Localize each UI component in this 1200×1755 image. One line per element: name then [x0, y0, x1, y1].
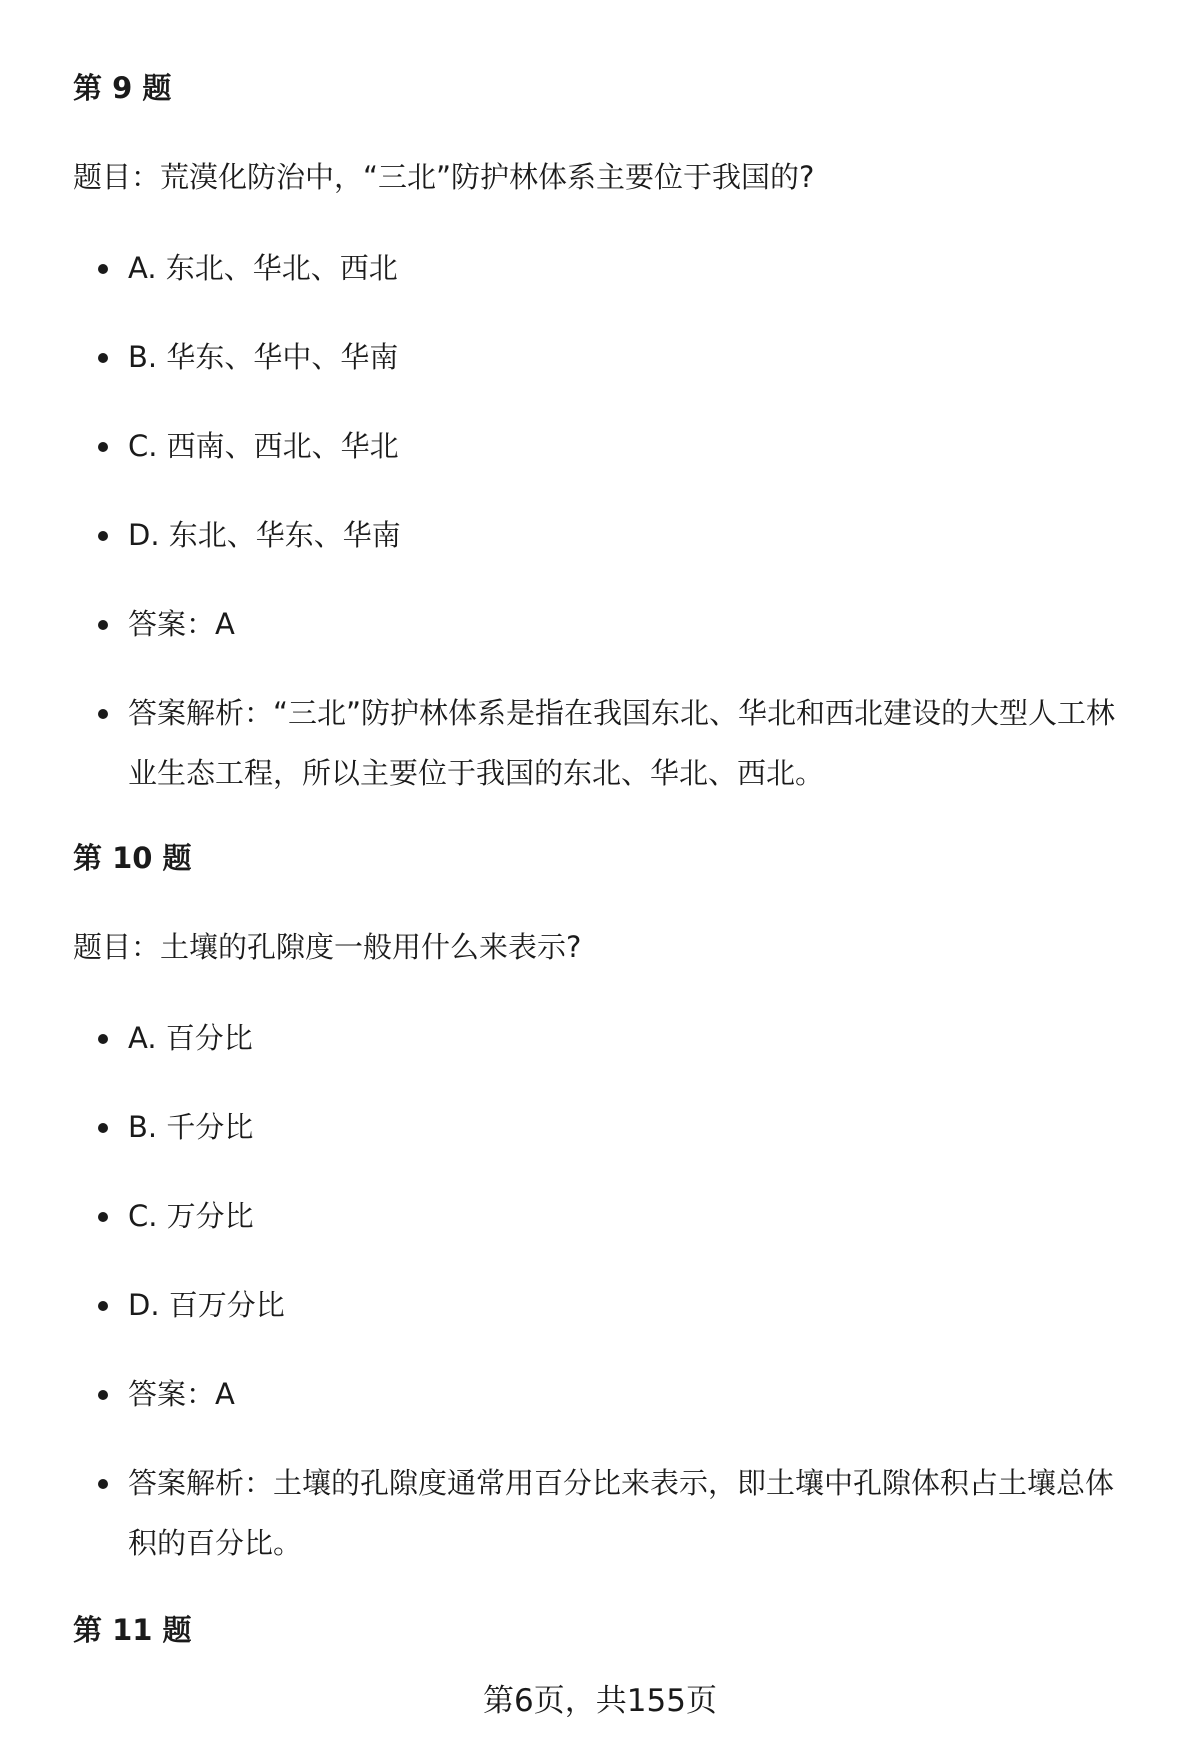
bullet-icon [98, 1212, 108, 1222]
question-9-option-a [128, 238, 1138, 298]
question-10-stem: 题目：土壤的孔隙度一般用什么来表示? [73, 930, 582, 964]
answer-text: 答案：A [128, 1377, 235, 1411]
bullet-icon [98, 1390, 108, 1400]
question-10-answer [128, 1364, 1138, 1424]
bullet-icon [98, 442, 108, 452]
explanation-text: 答案解析：“三北”防护林体系是指在我国东北、华北和西北建设的大型人工林业生态工程，所以主要位于我国的东北、华北、西北。 [128, 696, 1116, 790]
bullet-icon [98, 1034, 108, 1044]
question-10-option-d [128, 1275, 1138, 1335]
bullet-icon [98, 1479, 108, 1489]
question-9-stem: 题目：荒漠化防治中，“三北”防护林体系主要位于我国的? [73, 160, 815, 194]
question-9-option-b [128, 327, 1138, 387]
explanation-text: 答案解析：土壤的孔隙度通常用百分比来表示，即土壤中孔隙体积占土壤总体积的百分比。 [128, 1466, 1115, 1560]
option-text: D. 东北、华东、华南 [128, 518, 401, 552]
option-text: B. 千分比 [128, 1110, 254, 1144]
question-10-title: 第 10 题 [73, 841, 192, 875]
bullet-icon [98, 531, 108, 541]
question-9-option-d [128, 505, 1138, 565]
bullet-icon [98, 620, 108, 630]
bullet-icon [98, 1301, 108, 1311]
question-9-explanation [128, 683, 1138, 803]
question-9-option-c [128, 416, 1138, 476]
bullet-icon [98, 264, 108, 274]
option-text: C. 西南、西北、华北 [128, 429, 399, 463]
bullet-icon [98, 353, 108, 363]
bullet-icon [98, 1123, 108, 1133]
question-11-title: 第 11 题 [73, 1613, 192, 1647]
question-10-option-c [128, 1186, 1138, 1246]
bullet-icon [98, 709, 108, 719]
question-9-answer [128, 594, 1138, 654]
option-text: A. 百分比 [128, 1021, 253, 1055]
question-10-option-a [128, 1008, 1138, 1068]
question-9-title: 第 9 题 [73, 71, 172, 105]
option-text: D. 百万分比 [128, 1288, 285, 1322]
question-10-explanation [128, 1453, 1138, 1573]
page-number-footer: 第6页，共155页 [483, 1683, 717, 1719]
answer-text: 答案：A [128, 607, 235, 641]
option-text: B. 华东、华中、华南 [128, 340, 399, 374]
option-text: A. 东北、华北、西北 [128, 251, 398, 285]
option-text: C. 万分比 [128, 1199, 254, 1233]
question-10-option-b [128, 1097, 1138, 1157]
